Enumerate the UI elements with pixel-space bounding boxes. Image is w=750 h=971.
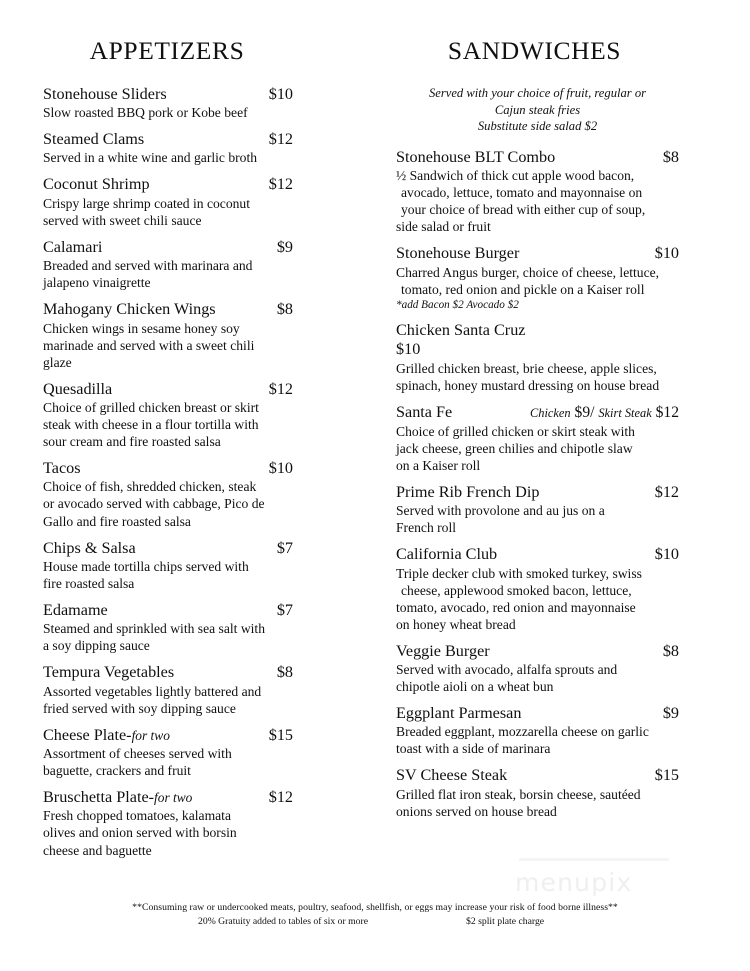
menu-item-name: Quesadilla	[43, 379, 113, 398]
menu-item	[396, 403, 679, 474]
description-line: glaze	[43, 354, 72, 370]
description-line: tomato, red onion and pickle on a Kaiser roll	[401, 281, 645, 297]
menu-item	[43, 601, 293, 654]
menu-item-name: Stonehouse BLT Combo	[396, 147, 556, 166]
watermark-bar	[519, 858, 669, 861]
serving-note-line: Served with your choice of fruit, regular or	[428, 85, 647, 100]
menu-item-name: Tacos	[43, 459, 81, 478]
description-line: jalapeno vinaigrette	[43, 275, 151, 291]
menu-item-description	[396, 423, 679, 474]
sandwiches-item-list	[396, 148, 679, 820]
menu-item-price: $8	[662, 641, 679, 660]
description-line: Chicken wings in sesame honey soy	[43, 320, 240, 336]
menu-item-name: SV Cheese Steak	[396, 766, 508, 785]
menu-item-header	[43, 130, 293, 148]
description-line: Choice of grilled chicken or skirt steak with	[396, 423, 635, 439]
menu-item	[43, 459, 293, 529]
menu-item-qualifier: for two	[154, 790, 193, 806]
menu-item	[396, 545, 679, 632]
description-line: Gallo and fire roasted salsa	[43, 513, 191, 529]
menu-item	[396, 642, 679, 695]
menu-item-description	[43, 558, 293, 592]
menu-item-price	[522, 404, 679, 422]
menu-item-description	[43, 620, 293, 654]
menu-item-price: $12	[268, 175, 293, 194]
menu-item-description	[43, 745, 293, 779]
menu-item-header	[43, 601, 293, 619]
menu-item-name: Steamed Clams	[43, 130, 145, 149]
menu-item	[396, 148, 679, 235]
menu-item-header	[396, 545, 679, 563]
menu-item-description	[396, 565, 679, 633]
description-line: Served with provolone and au jus on a	[396, 503, 605, 519]
description-line: cheese, applewood smoked bacon, lettuce,	[401, 582, 632, 598]
price-option-value-skirt-steak: $12	[655, 404, 679, 422]
menu-item-price: $8	[276, 663, 293, 682]
menu-item-name: Santa Fe	[396, 403, 453, 422]
description-line: Breaded eggplant, mozzarella cheese on garlic	[396, 724, 649, 740]
menu-item	[396, 321, 679, 394]
menu-item-name: California Club	[396, 545, 498, 564]
menu-item-name: Eggplant Parmesan	[396, 704, 522, 723]
menu-item-header	[43, 663, 293, 681]
description-line: on honey wheat bread	[396, 616, 516, 632]
menu-item	[43, 788, 293, 858]
menu-item-price: $9	[662, 704, 679, 723]
menu-item-price: $10	[654, 545, 679, 564]
menu-item-name: Tempura Vegetables	[43, 663, 175, 682]
description-line: tomato, avocado, red onion and mayonnaise	[396, 599, 636, 615]
description-line: sour cream and fire roasted salsa	[43, 434, 221, 450]
description-line: Slow roasted BBQ pork or Kobe beef	[43, 105, 248, 121]
menu-item	[396, 704, 679, 757]
menu-item-header	[396, 642, 679, 660]
menu-item-description	[396, 360, 679, 394]
menu-item-qualifier: for two	[131, 727, 170, 743]
description-line: on a Kaiser roll	[396, 457, 481, 473]
menu-item-header	[43, 85, 293, 103]
menu-item-header	[396, 483, 679, 501]
menu-item-price: $10	[268, 459, 293, 478]
appetizers-column	[43, 38, 293, 868]
description-line: Assorted vegetables lightly battered and	[43, 683, 262, 699]
menu-item-price: $7	[276, 538, 293, 557]
menu-item-header	[43, 380, 293, 398]
menu-item-price: $7	[276, 600, 293, 619]
menu-item-price: $9	[276, 237, 293, 256]
description-line: your choice of bread with either cup of soup,	[401, 202, 646, 218]
menu-item-price: $12	[268, 379, 293, 398]
menu-item-description	[396, 723, 679, 757]
menu-item-header	[396, 244, 679, 262]
description-line: fire roasted salsa	[43, 575, 135, 591]
appetizers-item-list	[43, 85, 293, 859]
menu-item	[43, 663, 293, 716]
menu-item-price: $12	[268, 788, 293, 807]
description-line: Triple decker club with smoked turkey, swiss	[396, 565, 642, 581]
description-line: Choice of fish, shredded chicken, steak	[43, 479, 257, 495]
description-line: Fresh chopped tomatoes, kalamata	[43, 808, 231, 824]
menu-item-addon-note: *add Bacon $2 Avocado $2	[396, 298, 519, 311]
menu-item-header	[43, 175, 293, 193]
menu-item-name: Stonehouse Burger	[396, 244, 520, 263]
menu-item-header	[396, 148, 679, 166]
menu-item-description	[396, 502, 679, 536]
menu-item-description	[43, 257, 293, 291]
menu-item-header	[396, 704, 679, 722]
menu-item	[43, 238, 293, 291]
serving-note-line: Cajun steak fries	[494, 102, 581, 117]
menu-item-description	[43, 478, 293, 529]
menu-footer	[0, 901, 750, 929]
menu-item-name: Veggie Burger	[396, 641, 490, 660]
menu-item-price: $12	[654, 482, 679, 501]
description-line: Served in a white wine and garlic broth	[43, 150, 258, 166]
menu-item-header	[396, 321, 679, 359]
menu-item-header	[43, 788, 293, 806]
description-line: Charred Angus burger, choice of cheese, lettuce,	[396, 264, 660, 280]
menu-item-description	[43, 683, 293, 717]
description-line: Grilled flat iron steak, borsin cheese, sautéed	[396, 786, 641, 802]
description-line: spinach, honey mustard dressing on house bread	[396, 378, 660, 394]
menu-item-name: Cheese Plate-for two	[43, 725, 170, 744]
footer-disclaimer: **Consuming raw or undercooked meats, poultry, seafood, shellfish, or eggs may increase your risk of food borne illness**	[132, 902, 618, 913]
description-line: avocado, lettuce, tomato and mayonnaise on	[401, 185, 643, 201]
menu-item	[43, 85, 293, 121]
menu-item	[396, 766, 679, 819]
menu-item-header	[396, 766, 679, 784]
menu-item-description	[43, 104, 293, 121]
menu-item-description	[43, 195, 293, 229]
menu-item	[43, 130, 293, 166]
menu-item-price: $10	[654, 244, 679, 263]
description-line: Choice of grilled chicken breast or skirt	[43, 399, 259, 415]
price-option-label-chicken: Chicken	[530, 406, 571, 421]
description-line: a soy dipping sauce	[43, 638, 150, 654]
description-line: fried served with soy dipping sauce	[43, 700, 236, 716]
menu-item-header	[43, 238, 293, 256]
appetizers-heading: APPETIZERS	[89, 36, 245, 65]
menu-item-header	[43, 459, 293, 477]
menu-item-description	[396, 786, 679, 820]
menupix-watermark: menupix	[515, 868, 633, 897]
menu-item-header	[396, 403, 679, 422]
description-line: Crispy large shrimp coated in coconut	[43, 195, 251, 211]
description-line: Breaded and served with marinara and	[43, 258, 253, 274]
description-line: Served with avocado, alfalfa sprouts and	[396, 662, 618, 677]
menu-item-description	[396, 264, 679, 298]
menu-item-header	[43, 726, 293, 744]
description-line: ½ Sandwich of thick cut apple wood bacon,	[396, 168, 635, 184]
menu-item-header	[43, 539, 293, 557]
footer-gratuity-note: 20% Gratuity added to tables of six or more	[198, 916, 369, 928]
description-line: jack cheese, green chilies and chipotle slaw	[396, 440, 633, 456]
menu-item-name: Prime Rib French Dip	[396, 482, 540, 501]
description-line: steak with cheese in a flour tortilla with	[43, 417, 259, 433]
sandwiches-serving-note	[396, 85, 679, 135]
menu-item-name: Mahogany Chicken Wings	[43, 300, 216, 319]
sandwiches-heading: SANDWICHES	[447, 36, 622, 65]
description-line: toast with a side of marinara	[396, 741, 551, 757]
menu-item-price: $10	[268, 84, 293, 103]
description-line: Steamed and sprinkled with sea salt with	[43, 621, 265, 637]
sandwiches-column	[396, 38, 679, 829]
description-line: chipotle aioli on a wheat bun	[396, 679, 554, 695]
description-line: baguette, crackers and fruit	[43, 763, 191, 779]
menu-item-price: $8	[662, 147, 679, 166]
menu-item-header	[43, 300, 293, 318]
description-line: side salad or fruit	[396, 219, 491, 235]
menu-item-price: $15	[654, 766, 679, 785]
menu-item	[43, 300, 293, 370]
description-line: served with sweet chili sauce	[43, 212, 202, 228]
footer-policy-line	[0, 914, 750, 929]
menu-item-name: Coconut Shrimp	[43, 175, 150, 194]
menu-item-name: Chicken Santa Cruz	[396, 321, 526, 340]
menu-item	[43, 175, 293, 228]
menu-item-description	[43, 399, 293, 450]
menu-item-price: $10	[396, 340, 421, 359]
description-line: or avocado served with cabbage, Pico de	[43, 496, 265, 512]
price-option-label-skirt-steak: Skirt Steak	[598, 406, 652, 421]
menu-item	[396, 483, 679, 536]
price-option-value-chicken: $9/	[574, 404, 595, 422]
menu-item-description	[396, 661, 679, 695]
description-line: Grilled chicken breast, brie cheese, apple slices,	[396, 360, 657, 376]
menu-item-name: Stonehouse Sliders	[43, 84, 167, 103]
menu-item	[43, 539, 293, 592]
description-line: cheese and baguette	[43, 842, 152, 858]
description-line: onions served on house bread	[396, 803, 557, 819]
menu-item-price: $8	[276, 300, 293, 319]
serving-note-line: Substitute side salad $2	[477, 119, 598, 134]
menu-item-description	[43, 807, 293, 858]
menu-item-description	[43, 320, 293, 371]
description-line: House made tortilla chips served with	[43, 558, 249, 574]
menu-item-name: Calamari	[43, 237, 103, 256]
menu-item-description	[396, 167, 679, 235]
menu-item-price: $15	[268, 725, 293, 744]
menu-item-name: Chips & Salsa	[43, 538, 136, 557]
menu-item-price: $12	[268, 130, 293, 149]
menu-item-name: Edamame	[43, 600, 108, 619]
menu-item	[396, 244, 679, 312]
menu-item-description	[43, 149, 293, 166]
menu-item	[43, 726, 293, 779]
description-line: French roll	[396, 520, 457, 536]
menu-item-name: Bruschetta Plate-for two	[43, 788, 193, 807]
description-line: olives and onion served with borsin	[43, 825, 237, 841]
menu-item	[43, 380, 293, 450]
description-line: Assortment of cheeses served with	[43, 746, 232, 762]
description-line: marinade and served with a sweet chili	[43, 337, 255, 353]
footer-split-plate-note: $2 split plate charge	[466, 916, 545, 928]
